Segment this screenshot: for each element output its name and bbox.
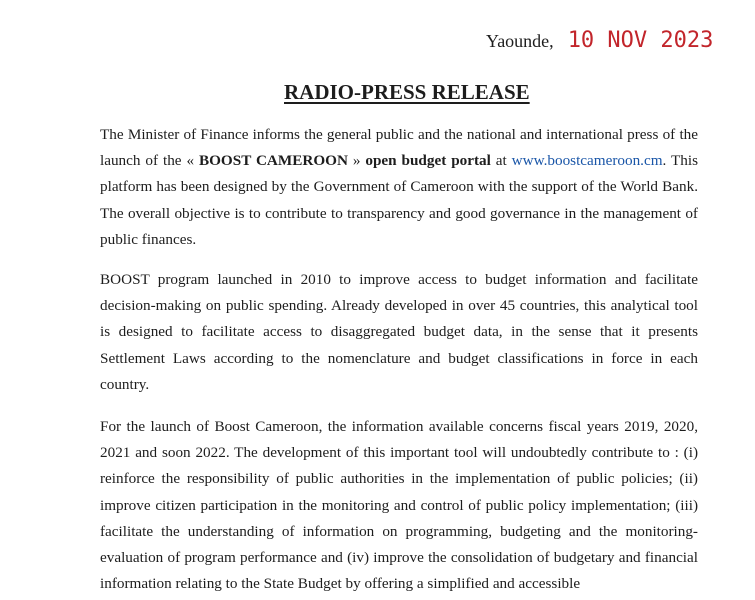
dateline [486, 28, 713, 53]
p1-bold-boost-cameroon: BOOST CAMEROON [198, 152, 348, 170]
p1-bold-open-budget-portal: open budget portal [365, 152, 491, 170]
p1-text-d: . This platform has been designed by the Government of Cameroon with the support of the World Bank. The overall objective is to contribute to transparency and good governance in the management of public finances. [100, 152, 698, 248]
p1-text-b: » [347, 152, 366, 170]
paragraph-3: For the launch of Boost Cameroon, the information available concerns fiscal years 2019, 2020, 2021 and soon 2022. The development of this important tool will undoubtedly contribute to : (i) reinforce the responsibility of public authorities in the implementation of public policies; (ii) improve citizen participation in the monitoring and control of public policy implementation; (iii) facilitate the understanding of information on programming, budgeting and the monitoring-evaluation of program performance and (iv) improve the consolidation of budgetary and financial information relating to the State Budget by offering a simplified and accessible [100, 418, 698, 593]
p1-text-c: at [490, 152, 512, 170]
page-title: RADIO-PRESS RELEASE [284, 80, 530, 104]
date-stamp: 10 NOV 2023 [567, 28, 714, 53]
place-name: Yaounde, [486, 31, 554, 51]
p1-text-a: The Minister of Finance informs the general public and the national and international press of the launch of the « [100, 126, 698, 170]
portal-url-link[interactable]: www.boostcameroon.cm [511, 152, 663, 170]
paragraph-2: BOOST program launched in 2010 to improve access to budget information and facilitate decision-making on public spending. Already developed in over 45 countries, this analytical tool is designed to facilitate access to disaggregated budget data, in the sense that it presents Settlement Laws according to the nomenclature and budget classifications in force in each country. [100, 271, 698, 393]
body-text [100, 122, 698, 600]
paragraph-1 [100, 122, 698, 253]
